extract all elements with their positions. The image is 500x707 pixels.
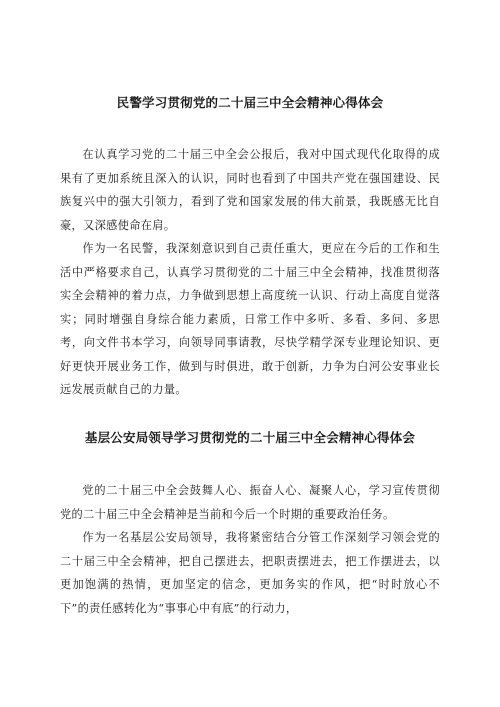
article-2-body <box>60 479 440 620</box>
article-2-title: 基层公安局领导学习贯彻党的二十届三中全会精神心得体会 <box>84 430 416 445</box>
article-1-paragraph-2: 作为一名民警，我深刻意识到自己责任重大，更应在今后的工作和生活中严格要求自己，认真学习贯彻党的二十届三中全会精神，找准贯彻落实全会精神的着力点，力争做到思想上高度统一认识、行动上高度自觉落实；同时增强自身综合能力素质，日常工作中多听、多看、多问、多思考，向文件书本学习，向领导同事请教，尽快学精学深专业理论知识、更好更快开展业务工作，做到与时俱进，敢于创新，力争为白河公安事业长远发展贡献自己的力量。 <box>60 242 440 396</box>
article-2-paragraph-1: 党的二十届三中全会鼓舞人心、振奋人心、凝聚人心，学习宣传贯彻党的二十届三中全会精神是当前和今后一个时期的重要政治任务。 <box>60 484 440 521</box>
article-2-paragraph-2: 作为一名基层公安局领导，我将紧密结合分管工作深刻学习领会党的二十届三中全会精神，把自己摆进去，把职责摆进去，把工作摆进去，以更加饱满的热情，更加坚定的信念，更加务实的作风，把“时时放心不下”的责任感转化为“事事心中有底”的行动力， <box>60 531 440 615</box>
article-1 <box>60 93 440 402</box>
article-1-paragraph-1: 在认真学习党的二十届三中全会公报后，我对中国式现代化取得的成果有了更加系统且深入的认识，同时也看到了中国共产党在强国建设、民族复兴中的强大引领力，看到了党和国家发展的伟大前景，我既感无比自豪，又深感使命在肩。 <box>60 148 440 232</box>
article-2 <box>60 428 440 620</box>
article-1-body <box>60 143 440 402</box>
article-1-title: 民警学习贯彻党的二十届三中全会精神心得体会 <box>116 95 384 110</box>
